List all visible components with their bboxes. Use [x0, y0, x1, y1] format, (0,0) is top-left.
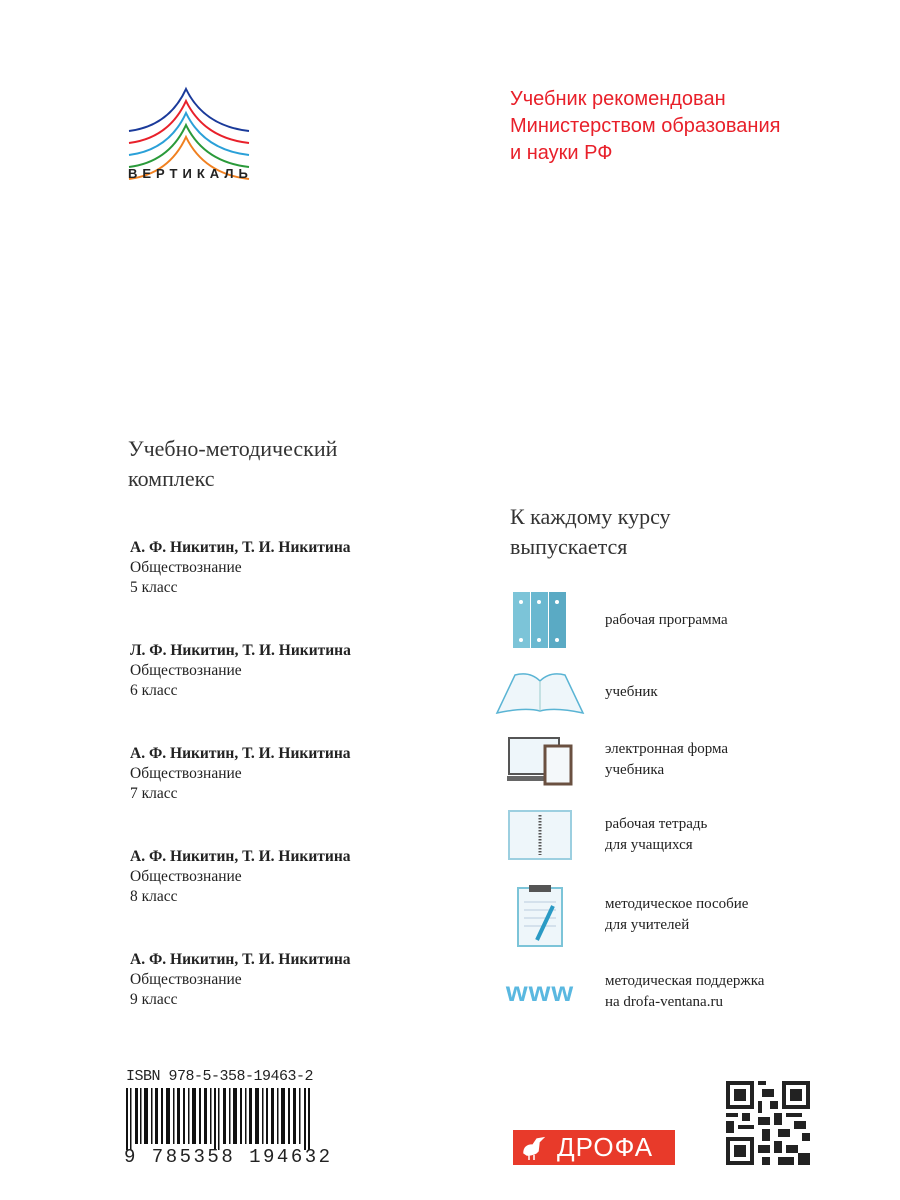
book-authors: А. Ф. Никитин, Т. И. Никитина [130, 951, 351, 968]
book-grade: 6 класс [130, 682, 178, 699]
book-authors: А. Ф. Никитин, Т. И. Никитина [130, 539, 351, 556]
book-entry [130, 538, 351, 598]
course-heading-line: К каждому курсу [510, 504, 671, 529]
clipboard-icon [495, 885, 585, 945]
book-subject: Обществознание [130, 559, 242, 576]
isbn-text: ISBN 978-5-358-19463-2 [126, 1068, 314, 1085]
book-grade: 5 класс [130, 579, 178, 596]
recommendation-line: и науки РФ [510, 142, 613, 164]
material-label: учебник [605, 683, 658, 700]
recommendation-line: Министерством образования [510, 115, 781, 137]
material-item [495, 805, 815, 865]
material-label: рабочая программа [605, 611, 728, 628]
recommendation-line: Учебник рекомендован [510, 88, 726, 110]
book-grade: 9 класс [130, 991, 178, 1008]
complex-title-line: комплекс [128, 466, 215, 491]
complex-title-line: Учебно-методический [128, 436, 338, 461]
drofa-logo [513, 1130, 675, 1165]
qr-code-icon [726, 1080, 810, 1166]
book-subject: Обществознание [130, 971, 242, 988]
course-heading-line: выпускается [510, 534, 628, 559]
book-authors: Л. Ф. Никитин, Т. И. Никитина [130, 642, 351, 659]
ean-digits: 9 785358 194632 [124, 1146, 333, 1168]
devices-icon [495, 730, 585, 790]
material-item [495, 730, 815, 790]
bustard-bird-icon [519, 1133, 549, 1163]
book-grade: 7 класс [130, 785, 178, 802]
book-authors: А. Ф. Никитин, Т. И. Никитина [130, 745, 351, 762]
book-subject: Обществознание [130, 662, 242, 679]
material-label: рабочая тетрадь для учащихся [605, 816, 708, 853]
material-label: методическое пособие для учителей [605, 896, 749, 933]
course-heading [510, 502, 671, 562]
book-entry [130, 744, 351, 804]
barcode-icon [126, 1088, 311, 1150]
logo-text: ВЕРТИКАЛЬ [128, 166, 253, 181]
book-authors: А. Ф. Никитин, Т. И. Никитина [130, 848, 351, 865]
notebook-icon [495, 805, 585, 865]
book-entry [130, 950, 351, 1010]
www-icon [495, 962, 585, 1022]
binders-icon [495, 590, 585, 650]
complex-title [128, 434, 337, 494]
material-item [495, 662, 815, 722]
recommendation-text [510, 86, 780, 167]
www-icon-text: www [505, 976, 575, 1007]
material-label: электронная форма учебника [605, 741, 729, 778]
book-entry [130, 847, 351, 907]
book-subject: Обществознание [130, 868, 242, 885]
book-subject: Обществознание [130, 765, 242, 782]
drofa-logo-text: ДРОФА [557, 1132, 654, 1162]
material-item [495, 590, 815, 650]
open-book-icon [495, 662, 585, 722]
material-label: методическая поддержка на drofa-ventana.ru [605, 973, 765, 1010]
book-grade: 8 класс [130, 888, 178, 905]
material-item [495, 962, 815, 1022]
book-entry [130, 641, 351, 701]
material-item [495, 885, 815, 945]
